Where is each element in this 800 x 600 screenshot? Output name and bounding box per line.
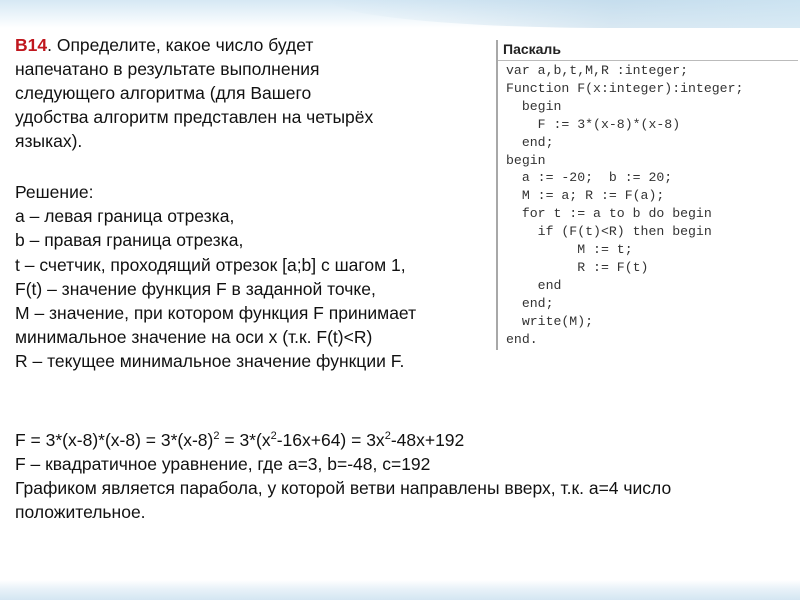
- solution-line: b – правая граница отрезка,: [15, 230, 244, 251]
- solution-block: [15, 180, 495, 374]
- code-line: begin: [506, 152, 546, 168]
- code-listing: [506, 62, 743, 349]
- code-line: R := F(t): [506, 259, 649, 275]
- exponent: 2: [270, 430, 277, 443]
- solution-heading: Решение:: [15, 182, 94, 202]
- code-line: end;: [506, 295, 554, 311]
- pascal-code-panel: [496, 40, 800, 350]
- solution-line: M – значение, при котором функция F принимает: [15, 303, 417, 324]
- code-language-title: Паскаль: [503, 41, 561, 57]
- code-line: Function F(x:integer):integer;: [506, 80, 744, 96]
- solution-line: минимальное значение на оси x (т.к. F(t)<R): [15, 327, 373, 348]
- code-line: end;: [506, 134, 554, 150]
- solution-line: t – счетчик, проходящий отрезок [a;b] с шагом 1,: [15, 254, 406, 275]
- top-decorative-band: [0, 0, 800, 28]
- formula-part: -16x+64) = 3x: [276, 430, 385, 450]
- code-line: if (F(t)<R) then begin: [506, 224, 712, 240]
- formula-conclusion: Графиком является парабола, у которой ветви направлены вверх, т.к. a=4 число: [15, 478, 672, 498]
- solution-line: F(t) – значение функция F в заданной точке,: [15, 278, 376, 299]
- code-line: for t := a to b do begin: [506, 206, 712, 222]
- solution-line: R – текущее минимальное значение функции F.: [15, 351, 405, 372]
- task-text: . Определите, какое число будет напечатано в результате выполнения следующего алгоритма (для Вашего удобства алгоритм представлен на четырёх языках).: [15, 35, 374, 151]
- formula-explanation: F – квадратичное уравнение, где a=3, b=-48, c=192: [15, 454, 431, 474]
- formula-part: -48x+192: [390, 430, 465, 450]
- code-line: begin: [506, 98, 562, 114]
- code-line: M := a; R := F(a);: [506, 188, 665, 204]
- code-line: F := 3*(x-8)*(x-8): [506, 116, 681, 132]
- formula-conclusion-end: положительное.: [15, 502, 146, 522]
- formula-block: [15, 428, 785, 524]
- formula-part: F = 3*(x-8)*(x-8) = 3*(x-8): [15, 430, 214, 450]
- exponent: 2: [213, 430, 220, 443]
- solution-line: a – левая граница отрезка,: [15, 206, 235, 227]
- code-title-divider: [498, 60, 798, 61]
- code-line: write(M);: [506, 313, 594, 329]
- formula-line: [15, 428, 785, 452]
- task-number: B14: [15, 35, 48, 55]
- formula-part: = 3*(x: [219, 430, 271, 450]
- top-wave-decoration: [330, 0, 800, 28]
- task-statement: [15, 33, 375, 153]
- code-line: var a,b,t,M,R :integer;: [506, 63, 689, 78]
- exponent: 2: [384, 430, 391, 443]
- code-line: M := t;: [506, 242, 633, 258]
- code-line: a := -20; b := 20;: [506, 170, 673, 186]
- code-line: end.: [506, 331, 538, 347]
- code-line: end: [506, 277, 562, 293]
- bottom-decorative-band: [0, 580, 800, 600]
